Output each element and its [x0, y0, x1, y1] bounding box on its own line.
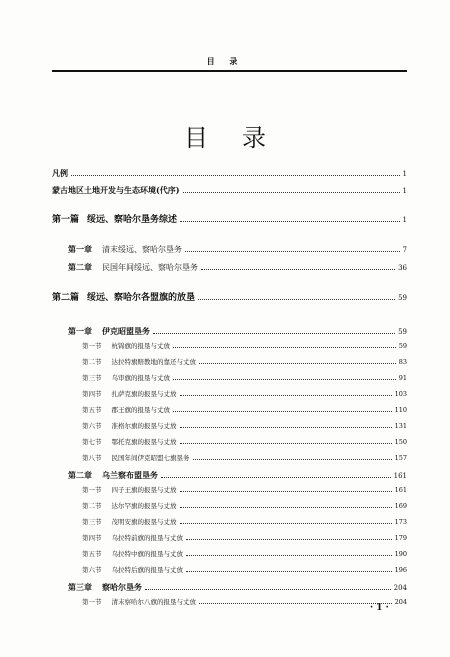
section-number: 第七节	[82, 438, 102, 446]
toc-chapter[interactable]	[68, 327, 407, 336]
section-title: 杭锦旗的报垦与丈放	[111, 342, 170, 350]
header-rule	[52, 70, 407, 72]
section-title: 乌拉特中旗的报垦与丈放	[111, 550, 183, 558]
section-number: 第五节	[82, 550, 102, 558]
toc-entry-page: 110	[394, 406, 407, 414]
leader-dots	[180, 443, 392, 444]
leader-dots	[161, 477, 391, 478]
toc-entry-page: 150	[394, 438, 407, 446]
leader-dots	[186, 571, 392, 572]
section-number: 第八节	[82, 454, 102, 462]
toc-section[interactable]	[82, 535, 407, 542]
part-title: 绥远、察哈尔各盟旗的放垦	[87, 293, 196, 303]
leader-dots	[180, 221, 400, 222]
toc-entry-page: 157	[394, 454, 407, 462]
toc-section[interactable]	[82, 519, 407, 526]
leader-dots	[186, 539, 392, 540]
chapter-number: 第二章	[68, 262, 92, 272]
section-title: 郡王旗的报垦与丈放	[111, 406, 170, 414]
section-title: 鄂托克旗的报垦与丈放	[111, 438, 177, 446]
toc-entry-page: 204	[393, 584, 407, 592]
toc-entry-fanli[interactable]	[52, 169, 407, 178]
toc-entry-page: 204	[394, 598, 407, 606]
chapter-number: 第三章	[68, 582, 92, 592]
toc-section[interactable]	[82, 391, 407, 398]
section-title: 清末察哈尔八旗的报垦与丈放	[111, 598, 196, 606]
toc-section[interactable]	[82, 375, 407, 382]
leader-dots	[145, 589, 391, 590]
toc-entry-page: 7	[402, 246, 407, 254]
toc-section[interactable]	[82, 599, 407, 606]
toc-entry-title: 凡例	[52, 168, 68, 178]
section-title: 民国年间伊克昭盟七旗垦务	[111, 454, 190, 462]
section-title: 准格尔旗的报垦与丈放	[111, 422, 177, 430]
chapter-title: 民国年间绥远、察哈尔垦务	[102, 263, 198, 272]
toc-chapter[interactable]	[68, 245, 407, 254]
toc-entry-preface[interactable]	[52, 186, 407, 195]
leader-dots	[198, 299, 395, 300]
chapter-title: 乌兰察布盟垦务	[102, 470, 158, 480]
part-title: 绥远、察哈尔垦务综述	[87, 215, 178, 225]
section-title: 茂明安旗的报垦与丈放	[111, 518, 177, 526]
section-number: 第一节	[82, 486, 102, 494]
section-number: 第三节	[82, 518, 102, 526]
toc-part-2[interactable]	[52, 294, 407, 303]
section-title: 乌拉特前旗的报垦与丈放	[111, 534, 183, 542]
leader-dots	[173, 347, 396, 348]
section-number: 第五节	[82, 406, 102, 414]
leader-dots	[71, 175, 400, 176]
leader-dots	[201, 269, 395, 270]
chapter-number: 第一章	[68, 326, 92, 336]
toc-section[interactable]	[82, 439, 407, 446]
toc-entry-page: 169	[394, 502, 407, 510]
toc-chapter[interactable]	[68, 471, 407, 480]
section-title: 达拉特旗赔教地的靠还与丈放	[111, 358, 196, 366]
toc-part-1[interactable]	[52, 216, 407, 225]
toc-section[interactable]	[82, 567, 407, 574]
toc-section[interactable]	[82, 503, 407, 510]
page-title: 目录	[184, 124, 300, 152]
toc-entry-title: 蒙古地区土地开发与生态环境(代序)	[52, 185, 180, 195]
toc-entry-page: 131	[394, 422, 407, 430]
toc-section[interactable]	[82, 455, 407, 462]
part-number: 第二篇	[52, 293, 80, 303]
leader-dots	[180, 395, 392, 396]
toc-section[interactable]	[82, 551, 407, 558]
leader-dots	[153, 333, 395, 334]
toc-entry-page: 173	[394, 518, 407, 526]
toc-entry-page: 196	[394, 566, 407, 574]
toc-entry-page: 190	[394, 550, 407, 558]
toc-entry-page: 161	[394, 486, 407, 494]
toc-section[interactable]	[82, 423, 407, 430]
toc-entry-page: 91	[398, 374, 407, 382]
leader-dots	[193, 459, 392, 460]
chapter-title: 伊克昭盟垦务	[102, 326, 150, 336]
section-number: 第二节	[82, 502, 102, 510]
leader-dots	[199, 603, 392, 604]
toc-entry-page: 103	[394, 390, 407, 398]
section-number: 第六节	[82, 422, 102, 430]
section-title: 四子王旗的报垦与丈放	[111, 486, 177, 494]
part-number: 第一篇	[52, 215, 80, 225]
section-title: 乌审旗的报垦与丈放	[111, 374, 170, 382]
leader-dots	[180, 523, 392, 524]
section-title: 乌拉特后旗的报垦与丈放	[111, 566, 183, 574]
leader-dots	[180, 491, 392, 492]
section-number: 第一节	[82, 342, 102, 350]
leader-dots	[183, 192, 400, 193]
toc-entry-page: 1	[402, 216, 407, 224]
leader-dots	[173, 411, 392, 412]
toc-entry-page: 179	[394, 534, 407, 542]
section-number: 第二节	[82, 358, 102, 366]
section-number: 第三节	[82, 374, 102, 382]
chapter-title: 清末绥远、察哈尔垦务	[102, 245, 182, 254]
chapter-title: 察哈尔垦务	[102, 582, 142, 592]
section-number: 第一节	[82, 598, 102, 606]
leader-dots	[199, 363, 396, 364]
toc-section[interactable]	[82, 407, 407, 414]
section-title: 扎萨克旗的报垦与丈放	[111, 390, 177, 398]
running-header: 目 录	[206, 56, 244, 66]
section-title: 达尔罕旗的报垦与丈放	[111, 502, 177, 510]
toc-entry-page: 59	[398, 328, 407, 336]
section-number: 第四节	[82, 390, 102, 398]
section-number: 第四节	[82, 534, 102, 542]
leader-dots	[173, 379, 396, 380]
chapter-number: 第一章	[68, 244, 92, 254]
toc-section[interactable]	[82, 359, 407, 366]
toc-entry-page: 59	[398, 294, 407, 302]
leader-dots	[180, 507, 392, 508]
toc-entry-page: 161	[393, 472, 407, 480]
toc-entry-page: 36	[398, 264, 407, 272]
section-number: 第六节	[82, 566, 102, 574]
leader-dots	[185, 251, 400, 252]
chapter-number: 第二章	[68, 470, 92, 480]
toc-section[interactable]	[82, 343, 407, 350]
page-number: · 1 ·	[370, 603, 389, 613]
toc-entry-page: 83	[398, 358, 407, 366]
toc-entry-page: 1	[402, 170, 407, 178]
leader-dots	[186, 555, 392, 556]
toc-entry-page: 59	[398, 342, 407, 350]
toc-section[interactable]	[82, 487, 407, 494]
toc-entry-page: 1	[402, 187, 407, 195]
toc-chapter[interactable]	[68, 263, 407, 272]
leader-dots	[180, 427, 392, 428]
toc-chapter[interactable]	[68, 583, 407, 592]
